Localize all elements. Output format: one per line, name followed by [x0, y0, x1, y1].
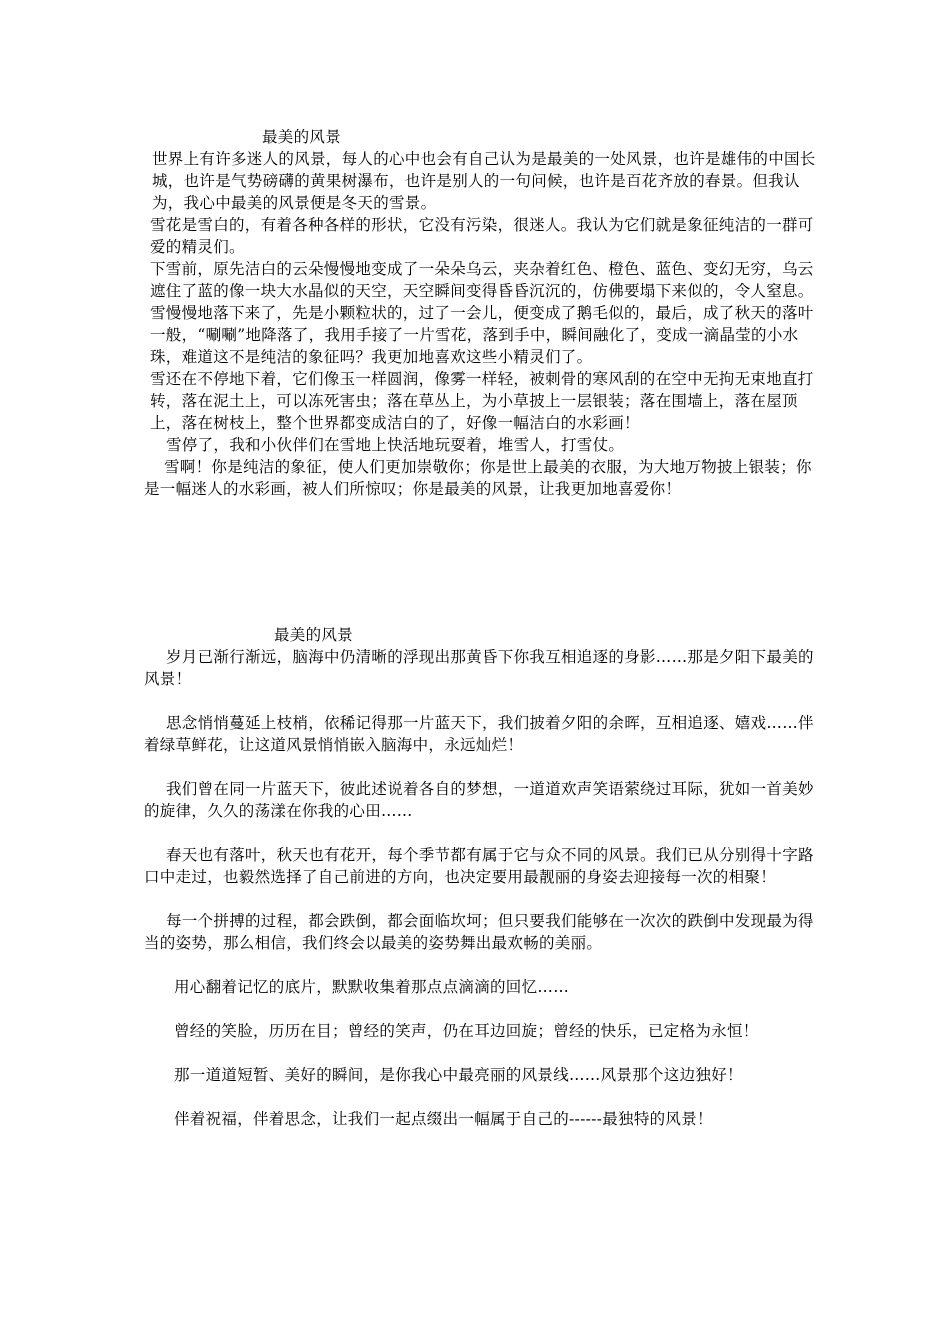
- essay-one-paragraph: 下雪前，原先洁白的云朵慢慢地变成了一朵朵乌云，夹杂着红色、橙色、蓝色、变幻无穷，乌云遮住了蓝的像一块大水晶似的天空，天空瞬间变得昏昏沉沉的，仿佛要塌下来似的，令人窒息。雪慢慢地落下来了，先是小颗粒状的，过了一会儿，便变成了鹅毛似的，最后，成了秋天的落叶一般，“唰唰”地降落了，我用手接了一片雪花，落到手中，瞬间融化了，变成一滴晶莹的小水珠，难道这不是纯洁的象征吗？我更加地喜欢这些小精灵们了。: [150, 260, 814, 366]
- essay-two-paragraph: 每一个拼搏的过程，都会跌倒，都会面临坎坷；但只要我们能够在一次次的跌倒中发现最为得当的姿势，那么相信，我们终会以最美的姿势舞出最欢畅的美丽。: [144, 912, 814, 952]
- essay-two-paragraph: 伴着祝福，伴着思念，让我们一起点缀出一幅属于自己的------最独特的风景！: [174, 1110, 713, 1128]
- essay-one-paragraph: 雪啊！你是纯洁的象征，使人们更加崇敬你；你是世上最美的衣服，为大地万物披上银装；你是一幅迷人的水彩画，被人们所惊叹；你是最美的风景，让我更加地喜爱你！: [144, 458, 812, 498]
- essay-two: [144, 624, 816, 1130]
- essay-two-paragraph: 我们曾在同一片蓝天下，彼此述说着各自的梦想，一道道欢声笑语萦绕过耳际，犹如一首美妙的旋律，久久的荡漾在你我的心田……: [144, 780, 814, 820]
- essay-two-paragraph: 用心翻着记忆的底片，默默收集着那点点滴滴的回忆……: [174, 978, 570, 996]
- essay-one-paragraph: 雪还在不停地下着，它们像玉一样圆润，像雾一样轻，被刺骨的寒风刮的在空中无拘无束地直打转，落在泥土上，可以冻死害虫；落在草丛上，为小草披上一层银装；落在围墙上，落在屋顶上，落在树枝上，整个世界都变成洁白的了，好像一幅洁白的水彩画！: [150, 370, 814, 432]
- essay-one-title: 最美的风景: [262, 128, 342, 146]
- essay-one: [144, 126, 816, 500]
- essay-one-paragraph: 雪花是雪白的，有着各种各样的形状，它没有污染，很迷人。我认为它们就是象征纯洁的一群可爱的精灵们。: [150, 216, 814, 256]
- essay-two-paragraph: 那一道道短暂、美好的瞬间，是你我心中最亮丽的风景线……风景那个这边独好！: [174, 1066, 743, 1084]
- essay-two-paragraph: 曾经的笑脸，历历在目；曾经的笑声，仍在耳边回旋；曾经的快乐，已定格为永恒！: [174, 1022, 759, 1040]
- essay-one-paragraph: 世界上有许多迷人的风景，每人的心中也会有自己认为是最美的一处风景，也许是雄伟的中国长城，也许是气势磅礴的黄果树瀑布，也许是别人的一句问候，也许是百花齐放的春景。但我认为，我心中最美的风景便是冬天的雪景。: [152, 150, 816, 212]
- essay-two-paragraph: 思念悄悄蔓延上枝梢，依稀记得那一片蓝天下，我们披着夕阳的余晖，互相追逐、嬉戏……伴着绿草鲜花，让这道风景悄悄嵌入脑海中，永远灿烂！: [144, 714, 814, 754]
- essay-two-paragraph: 春天也有落叶，秋天也有花开，每个季节都有属于它与众不同的风景。我们已从分别得十字路口中走过，也毅然选择了自己前进的方向，也决定要用最靓丽的身姿去迎接每一次的相聚！: [144, 846, 814, 886]
- essay-two-paragraph: 岁月已渐行渐远，脑海中仍清晰的浮现出那黄昏下你我互相追逐的身影……那是夕阳下最美的风景！: [144, 648, 814, 688]
- essay-one-paragraph: 雪停了，我和小伙伴们在雪地上快活地玩耍着，堆雪人，打雪仗。: [166, 436, 625, 454]
- essay-two-title: 最美的风景: [274, 626, 354, 644]
